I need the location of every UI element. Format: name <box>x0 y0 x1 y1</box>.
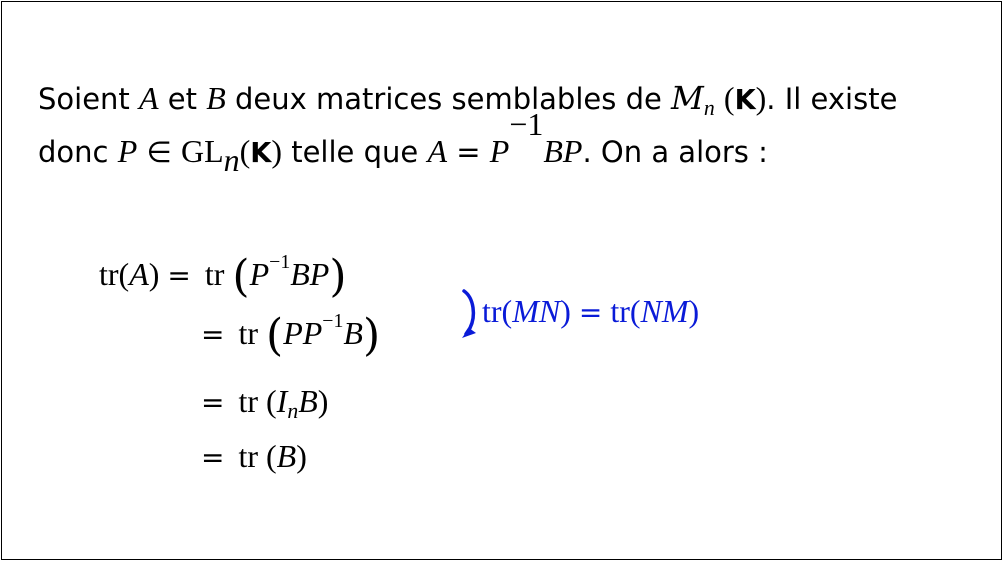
var-b: B <box>276 438 297 474</box>
subscript-n: n <box>287 399 299 424</box>
equation-row-4: = tr (B) <box>201 438 307 474</box>
var-b: B <box>343 315 363 351</box>
var-b: B <box>298 383 318 419</box>
trace-operator: tr <box>482 293 502 329</box>
equals-sign: = <box>167 259 191 292</box>
subscript-n: n <box>703 96 715 121</box>
var-b: B <box>543 133 563 170</box>
identity-matrix: I <box>276 383 288 419</box>
var-p: P <box>249 256 270 292</box>
trace-operator: tr <box>610 293 630 329</box>
subscript-n: n <box>223 142 240 179</box>
var-a: A <box>427 133 448 170</box>
field-k-symbol: K <box>250 138 272 170</box>
var-b: B <box>206 80 226 116</box>
gl-group: GL <box>180 133 224 170</box>
term-pp: PP <box>283 315 323 351</box>
var-p: P <box>489 133 510 170</box>
inverse-exponent: −1 <box>322 310 344 333</box>
equation-row-1: tr(A) = tr $(P^{-1}BP)$ <box>99 251 347 302</box>
word: . Il existe <box>766 82 898 116</box>
trace-operator: tr <box>238 438 259 474</box>
equals-sign: = <box>201 318 225 351</box>
trace-operator: tr <box>238 383 259 419</box>
equals-sign: = <box>201 386 225 419</box>
matrix-set-symbol: M <box>671 79 704 117</box>
term-mn: MN <box>512 293 561 329</box>
word: deux matrices semblables de <box>235 82 662 116</box>
word: . On a alors : <box>582 135 768 170</box>
word: Soient <box>38 82 130 116</box>
var-p: P <box>562 133 583 170</box>
trace-property-annotation: tr(MN) = tr(NM) <box>482 293 700 329</box>
intro-line-1: Soient A et B deux matrices semblables de $M_n$ (K). Il existe <box>38 79 898 121</box>
equation-row-3: = tr $(I_nB)$ <box>201 383 329 424</box>
word: et <box>167 82 198 116</box>
trace-operator: tr <box>99 256 119 292</box>
var-a: A <box>139 80 159 116</box>
field-k-symbol: K <box>734 85 756 116</box>
equation-row-2: = tr $(PP^{-1}B)$ <box>201 310 381 361</box>
equals-sign: = <box>578 296 603 329</box>
inverse-exponent: −1 <box>509 106 544 142</box>
trace-operator: tr <box>238 315 259 351</box>
equals-sign: = <box>456 135 481 170</box>
intro-paragraph <box>38 75 998 177</box>
slide <box>1 1 1002 560</box>
equals-sign: = <box>201 441 225 474</box>
intro-line-2: donc P ∈ $GL_n(K)$ telle que $A = P^{-1}BP$. On a alors : <box>38 106 768 179</box>
word: donc <box>38 135 109 170</box>
word: telle que <box>291 135 419 170</box>
inverse-exponent: −1 <box>269 251 291 274</box>
term-nm: NM <box>640 293 689 329</box>
element-of-symbol: ∈ <box>146 135 172 170</box>
var-a: A <box>129 256 149 292</box>
term-bp: BP <box>290 256 330 292</box>
var-p: P <box>117 133 138 170</box>
trace-operator: tr <box>204 256 225 292</box>
